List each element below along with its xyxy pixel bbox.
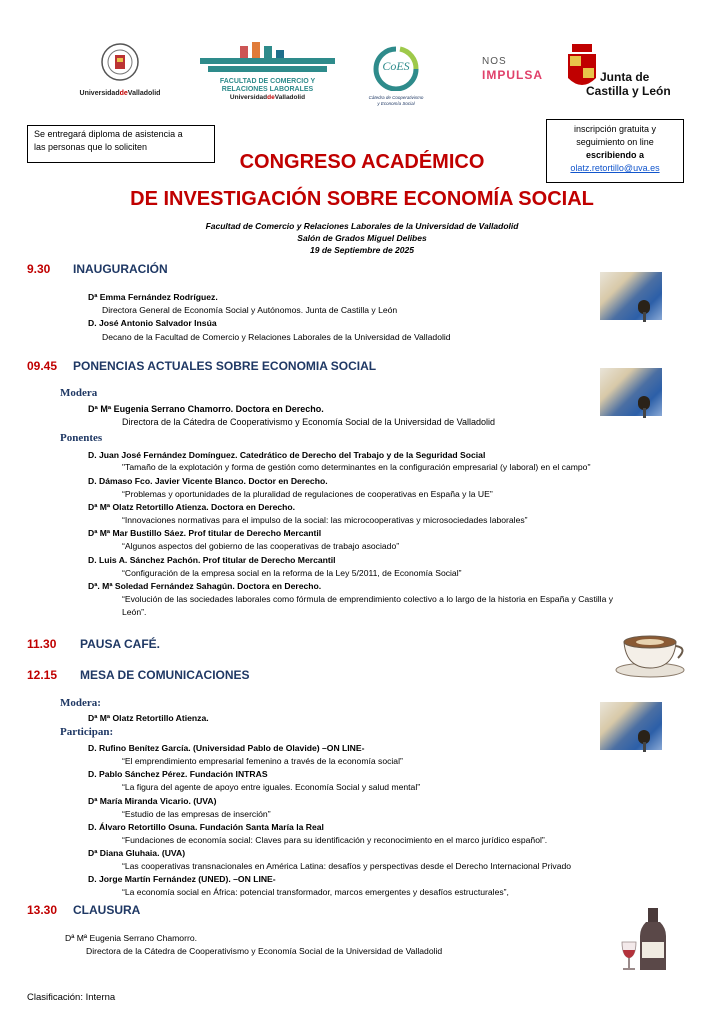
participante-3-name: Dª María Miranda Vicario. (UVA) xyxy=(88,796,217,806)
ponente-3-name: Dª Mª Olatz Retortillo Atienza. Doctora en Derecho. xyxy=(88,502,296,512)
participante-1-talk: “El emprendimiento empresarial femenino a través de la economía social” xyxy=(122,756,403,766)
coffee-cup-icon xyxy=(614,628,690,678)
ponente-2-name: D. Dámaso Fco. Javier Vicente Blanco. Doctor en Derecho. xyxy=(88,476,328,486)
ponente-4-talk: “Algunos aspectos del gobierno de las cooperativas de trabajo asociado” xyxy=(122,541,400,551)
coes-caption-2: y Economía Social xyxy=(377,101,415,106)
faculty-name-2: RELACIONES LABORALES xyxy=(221,86,314,93)
subtitle-line-1: Facultad de Comercio y Relaciones Laborales de la Universidad de Valladolid xyxy=(205,221,519,231)
faculty-logo xyxy=(200,42,335,108)
faculty-uva-3: Valladolid xyxy=(274,94,306,101)
ponencias-modera-label: Modera xyxy=(60,387,98,399)
ponentes-label: Ponentes xyxy=(60,432,103,444)
wine-bottle-glass-icon xyxy=(618,906,674,972)
inauguracion-speaker-2-name: D. José Antonio Salvador Insúa xyxy=(88,318,217,328)
title-line-2: DE INVESTIGACIÓN SOBRE ECONOMÍA SOCIAL xyxy=(130,188,594,210)
junta-line-2: Castilla y León xyxy=(586,84,671,98)
ponencias-modera-name: Dª Mª Eugenia Serrano Chamorro. Doctora en Derecho. xyxy=(88,404,324,414)
ponente-6-talk: “Evolución de las sociedades laborales como fórmula de emprendimiento colectivo a lo largo de la historia en España y Castilla y xyxy=(122,594,614,604)
inauguracion-title: INAUGURACIÓN xyxy=(73,262,168,276)
clausura-title: CLAUSURA xyxy=(73,903,141,917)
ponente-3-talk: “Innovaciones normativas para el impulso de la social: las microcooperativas y microsociedades laborales” xyxy=(122,515,528,525)
impulsa-line-1: NOS xyxy=(482,56,507,67)
registration-line-2: seguimiento on line xyxy=(576,137,654,147)
microphone-image xyxy=(600,368,662,416)
ponente-1-name: D. Juan José Fernández Domínguez. Catedrático de Derecho del Trabajo y de la Seguridad Social xyxy=(88,450,486,460)
coes-logo xyxy=(362,45,432,115)
participante-5-talk: “Las cooperativas transnacionales en América Latina: desafíos y perspectivas desde el Derecho Internacional Privado xyxy=(122,861,572,871)
subtitle-line-3: 19 de Septiembre de 2025 xyxy=(310,245,414,255)
uva-label-3: Valladolid xyxy=(127,90,161,97)
ponencias-title: PONENCIAS ACTUALES SOBRE ECONOMIA SOCIAL xyxy=(73,359,377,373)
registration-line-1: inscripción gratuita y xyxy=(573,124,657,134)
pausa-time: 11.30 xyxy=(27,637,57,651)
ponencias-time: 09.45 xyxy=(27,359,58,373)
participante-2-talk: “La figura del agente de apoyo entre iguales. Economía Social y salud mental” xyxy=(122,782,421,792)
junta-line-1: Junta de xyxy=(600,70,650,84)
inauguracion-speaker-1-role: Directora General de Economía Social y Autónomos. Junta de Castilla y León xyxy=(102,305,398,315)
ponente-4-name: Dª Mª Mar Bustillo Sáez. Prof titular de Derecho Mercantil xyxy=(88,528,322,538)
subtitle-line-2: Salón de Grados Miguel Delibes xyxy=(297,233,427,243)
microphone-image xyxy=(600,272,662,320)
inauguracion-speaker-2-role: Decano de la Facultad de Comercio y Relaciones Laborales de la Universidad de Valladolid xyxy=(102,332,451,342)
clausura-name: Dª Mª Eugenia Serrano Chamorro. xyxy=(65,933,197,943)
title-line-1: CONGRESO ACADÉMICO xyxy=(239,151,485,173)
clausura-role: Directora de la Cátedra de Cooperativismo y Economía Social de la Universidad de Valladolid xyxy=(86,946,443,956)
junta-logo xyxy=(566,44,671,100)
clausura-time: 13.30 xyxy=(27,903,58,917)
participante-2-name: D. Pablo Sánchez Pérez. Fundación INTRAS xyxy=(88,769,268,779)
faculty-name-1: FACULTAD DE COMERCIO Y xyxy=(219,78,316,85)
ponente-5-name: D. Luis A. Sánchez Pachón. Prof titular de Derecho Mercantil xyxy=(88,555,336,565)
uva-crest-icon xyxy=(100,42,140,84)
uva-label-1: Universidad xyxy=(79,90,120,97)
impulsa-line-2: IMPULSA xyxy=(482,68,543,82)
registration-line-3: escribiendo a xyxy=(585,150,645,160)
coes-name: CoES xyxy=(382,59,410,73)
mesa-modera-name: Dª Mª Olatz Retortillo Atienza. xyxy=(88,713,209,723)
ponente-6-talk-cont: León”. xyxy=(122,607,147,617)
footer-classification: Clasificación: Interna xyxy=(27,992,116,1003)
uva-logo xyxy=(70,42,170,102)
coes-caption-1: Cátedra de Cooperativismo xyxy=(368,95,424,100)
participante-4-name: D. Álvaro Retortillo Osuna. Fundación Santa María la Real xyxy=(88,822,324,832)
registration-email-link[interactable]: olatz.retortillo@uva.es xyxy=(570,163,660,173)
participante-5-name: Dª Diana Gluhaia. (UVA) xyxy=(88,848,186,858)
diploma-notice-line-2: las personas que lo soliciten xyxy=(34,142,148,152)
faculty-uva-1: Universidad xyxy=(229,94,268,101)
participan-label: Participan: xyxy=(60,726,114,738)
ponente-6-name: Dª. Mª Soledad Fernández Sahagún. Doctora en Derecho. xyxy=(88,581,322,591)
participante-4-talk: “Fundaciones de economía social: Claves para su identificación y reconocimiento en el marco jurídico español”. xyxy=(122,835,548,845)
mesa-modera-label: Modera: xyxy=(60,697,101,709)
participante-6-talk: “La economía social en África: potencial transformador, marcos emergentes y desafíos estructurales”, xyxy=(122,887,509,897)
faculty-building-icon xyxy=(200,42,335,80)
mesa-title: MESA DE COMUNICACIONES xyxy=(80,668,250,682)
mesa-time: 12.15 xyxy=(27,668,58,682)
participante-6-name: D. Jorge Martín Fernández (UNED). –ON LINE- xyxy=(88,874,276,884)
microphone-image xyxy=(600,702,662,750)
pausa-title: PAUSA CAFÉ. xyxy=(80,637,161,651)
ponente-2-talk: “Problemas y oportunidades de la pluralidad de regulaciones de cooperativas en España y la UE” xyxy=(122,489,493,499)
participante-1-name: D. Rufino Benítez García. (Universidad Pablo de Olavide) –ON LINE- xyxy=(88,743,365,753)
uva-label-2: de xyxy=(119,90,128,97)
ponente-1-talk: "Tamaño de la explotación y forma de gestión como determinantes en la configuración empresarial (y laboral) en el campo" xyxy=(122,462,591,472)
faculty-uva-2: de xyxy=(267,94,275,101)
inauguracion-time: 9.30 xyxy=(27,262,51,276)
impulsa-logo xyxy=(482,56,552,90)
diploma-notice-line-1: Se entregará diploma de asistencia a xyxy=(34,129,183,139)
ponente-5-talk: “Configuración de la empresa social en la reforma de la Ley 5/2011, de Economía Social” xyxy=(122,568,462,578)
participante-3-talk: “Estudio de las empresas de inserción” xyxy=(122,809,271,819)
ponencias-modera-role: Directora de la Cátedra de Cooperativismo y Economía Social de la Universidad de Valladolid xyxy=(122,417,496,427)
inauguracion-speaker-1-name: Dª Emma Fernández Rodríguez. xyxy=(88,292,218,302)
